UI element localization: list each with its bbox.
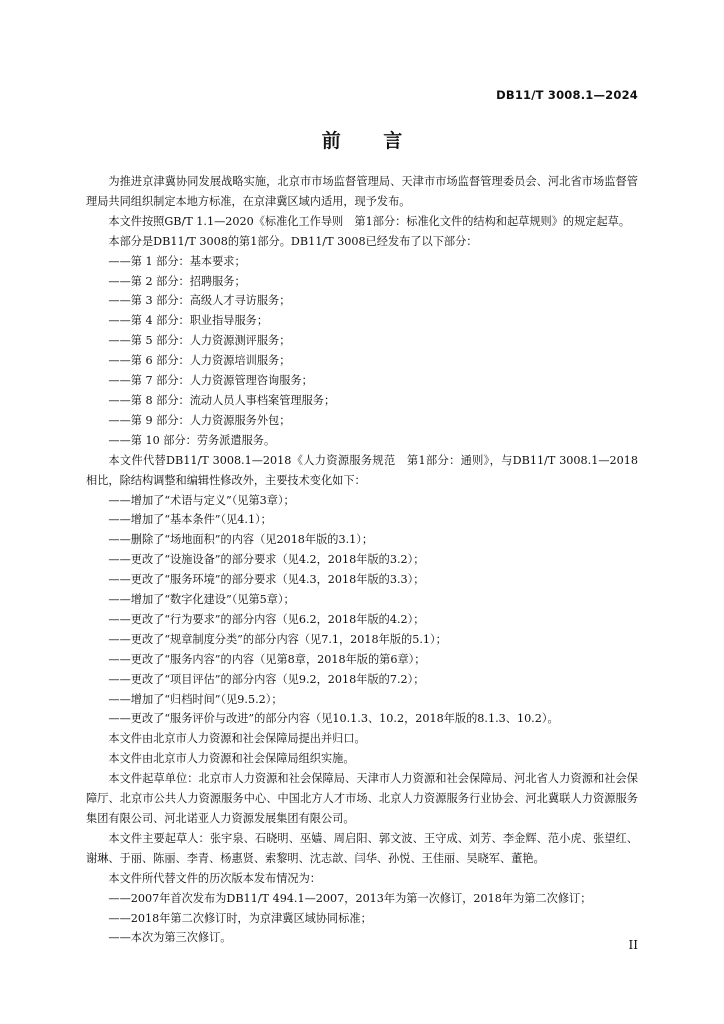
list-item: ——增加了“术语与定义”（见第3章）； xyxy=(108,493,295,507)
info-paragraph: 本文件由北京市人力资源和社会保障局提出并归口。 xyxy=(108,732,366,746)
intro-paragraph: 本部分是DB11/T 3008的第1部分。DB11/T 3008已经发布了以下部分： xyxy=(108,234,478,248)
history-list xyxy=(86,889,638,949)
list-item: ——第 7 部分：人力资源管理咨询服务； xyxy=(108,374,313,388)
list-item: ——删除了“场地面积”的内容（见2018年版的3.1）； xyxy=(108,533,374,547)
list-item: ——更改了“服务评价与改进”的部分内容（见10.1.3、10.2，2018年版的8.1.3、10.2）。 xyxy=(108,712,559,726)
list-item: ——更改了“服务环境”的部分要求（见4.3，2018年版的3.3）； xyxy=(108,573,425,587)
list-item: ——第 6 部分：人力资源培训服务； xyxy=(108,354,291,368)
parts-list xyxy=(86,252,638,451)
list-item: ——更改了“服务内容”的内容（见第8章，2018年版的第6章）； xyxy=(108,652,426,666)
list-item: ——第 5 部分：人力资源测评服务； xyxy=(108,334,291,348)
info-paragraph: 本文件由北京市人力资源和社会保障局组织实施。 xyxy=(108,752,355,766)
list-item: ——增加了“基本条件”（见4.1）； xyxy=(108,513,272,527)
list-item: ——第 10 部分：劳务派遣服务。 xyxy=(108,433,276,447)
list-item: ——更改了“设施设备”的部分要求（见4.2，2018年版的3.2）； xyxy=(108,553,425,567)
list-item: ——第 2 部分：招聘服务； xyxy=(108,274,246,288)
changes-list xyxy=(86,491,638,730)
foreword-body xyxy=(86,172,638,948)
list-item: ——第 4 部分：职业指导服务； xyxy=(108,314,269,328)
info-paragraph: 本文件所代替文件的历次版本发布情况为： xyxy=(108,871,321,885)
intro-paragraph: 为推进京津冀协同发展战略实施，北京市市场监督管理局、天津市市场监督管理委员会、河北省市场监督管理局共同组织制定本地方标准，在京津冀区域内适用，现予发布。 xyxy=(86,175,638,208)
replace-paragraph: 本文件代替DB11/T 3008.1—2018《人力资源服务规范 第1部分：通则》，与DB11/T 3008.1—2018相比，除结构调整和编辑性修改外，主要技术变化如下： xyxy=(86,453,638,487)
list-item: ——更改了“规章制度分类”的部分内容（见7.1，2018年版的5.1）； xyxy=(108,632,447,646)
list-item: ——本次为第三次修订。 xyxy=(108,931,232,945)
list-item: ——第 1 部分：基本要求； xyxy=(108,254,246,268)
list-item: ——更改了“行为要求”的部分内容（见6.2，2018年版的4.2）； xyxy=(108,612,425,626)
list-item: ——2018年第二次修订时，为京津冀区域协同标准； xyxy=(108,911,372,925)
intro-paragraph: 本文件按照GB/T 1.1—2020《标准化工作导则 第1部分：标准化文件的结构和起草规则》的规定起草。 xyxy=(108,214,631,228)
list-item: ——增加了“数字化建设”（见第5章）； xyxy=(108,593,295,607)
list-item: ——第 8 部分：流动人员人事档案管理服务； xyxy=(108,393,336,407)
drafting-units-paragraph: 本文件起草单位：北京市人力资源和社会保障局、天津市人力资源和社会保障局、河北省人力资源和社会保障厅、北京市公共人力资源服务中心、中国北方人才市场、北京人力资源服务行业协会、河北冀联人力资源服务集团有限公司、河北诺亚人力资源发展集团有限公司。 xyxy=(86,772,638,825)
document-number: DB11/T 3008.1—2024 xyxy=(496,88,638,102)
list-item: ——增加了“归档时间”（见9.5.2）； xyxy=(108,692,283,706)
page-title: 前 言 xyxy=(321,130,421,152)
list-item: ——第 9 部分：人力资源服务外包； xyxy=(108,413,291,427)
list-item: ——更改了“项目评估”的部分内容（见9.2，2018年版的7.2）； xyxy=(108,672,425,686)
drafters-paragraph: 本文件主要起草人：张宇泉、石晓明、巫嫱、周启阳、郭文波、王守成、刘芳、李金辉、范小虎、张望红、谢琳、于丽、陈丽、李青、杨惠贤、索黎明、沈志歆、闫华、孙悦、王佳丽、吴晓军、董艳。 xyxy=(86,831,638,865)
page-number: II xyxy=(628,938,638,952)
list-item: ——2007年首次发布为DB11/T 494.1—2007，2013年为第一次修订，2018年为第二次修订； xyxy=(108,891,592,905)
list-item: ——第 3 部分：高级人才寻访服务； xyxy=(108,294,291,308)
